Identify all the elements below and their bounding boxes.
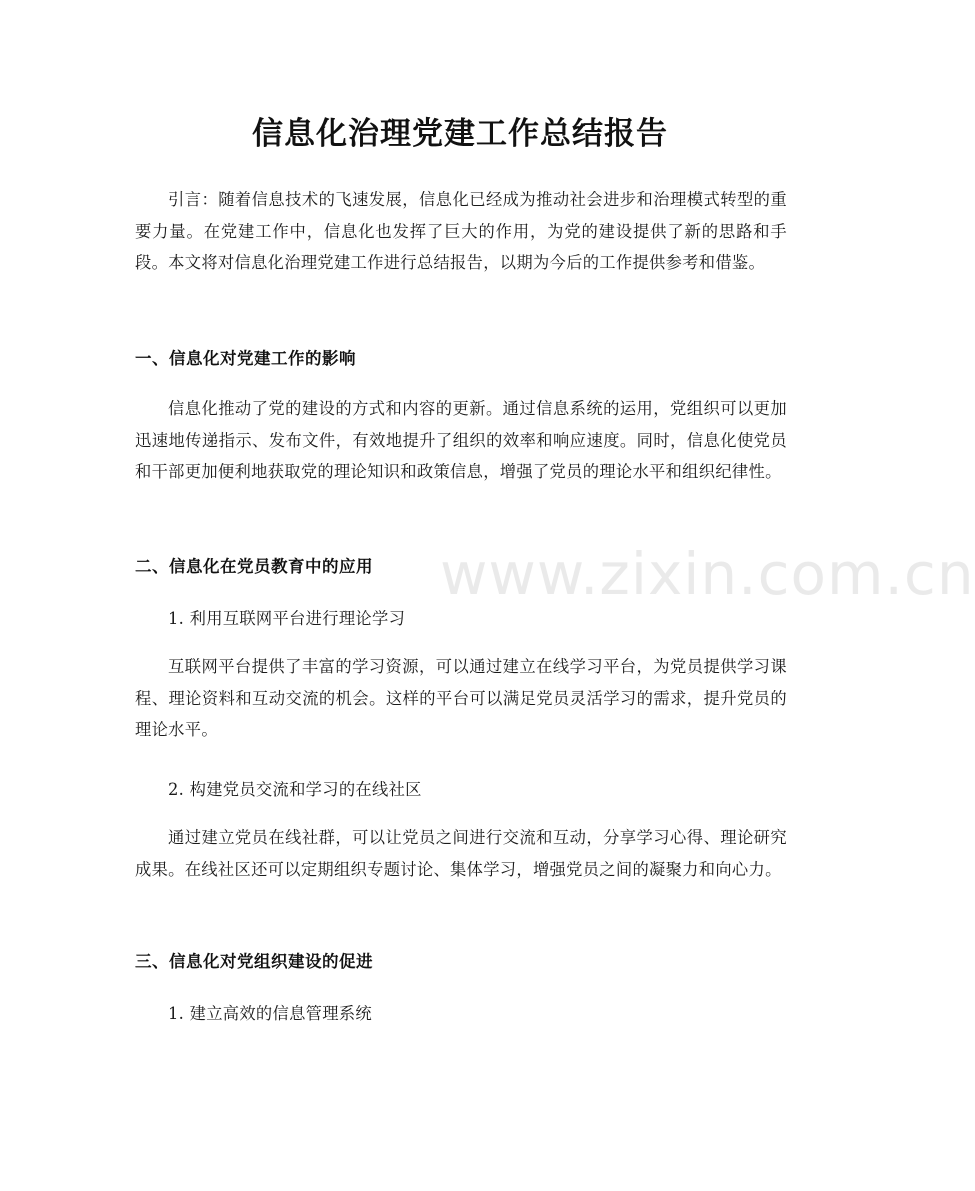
document-title: 信息化治理党建工作总结报告 bbox=[252, 116, 668, 152]
watermark: www.zixin.com.cn bbox=[440, 540, 975, 608]
section-1-paragraph: 信息化推动了党的建设的方式和内容的更新。通过信息系统的运用，党组织可以更加迅速地传递指示、发布文件，有效地提升了组织的效率和响应速度。同时，信息化使党员和干部更加便利地获取党的理论知识和政策信息，增强了党员的理论水平和组织纪律性。 bbox=[135, 399, 787, 481]
section-2-heading: 二、信息化在党员教育中的应用 bbox=[135, 557, 373, 576]
section-2-paragraph-1: 互联网平台提供了丰富的学习资源，可以通过建立在线学习平台，为党员提供学习课程、理论资料和互动交流的机会。这样的平台可以满足党员灵活学习的需求，提升党员的理论水平。 bbox=[135, 657, 787, 739]
section-2-subheading-1: 1. 利用互联网平台进行理论学习 bbox=[168, 609, 406, 628]
section-2-paragraph-2: 通过建立党员在线社群，可以让党员之间进行交流和互动，分享学习心得、理论研究成果。在线社区还可以定期组织专题讨论、集体学习，增强党员之间的凝聚力和向心力。 bbox=[135, 828, 787, 879]
section-3-heading: 三、信息化对党组织建设的促进 bbox=[135, 952, 373, 971]
intro-paragraph: 引言：随着信息技术的飞速发展，信息化已经成为推动社会进步和治理模式转型的重要力量。在党建工作中，信息化也发挥了巨大的作用，为党的建设提供了新的思路和手段。本文将对信息化治理党建工作进行总结报告，以期为今后的工作提供参考和借鉴。 bbox=[135, 190, 787, 272]
section-1-heading: 一、信息化对党建工作的影响 bbox=[135, 349, 356, 368]
section-3-subheading-1: 1. 建立高效的信息管理系统 bbox=[168, 1004, 373, 1023]
section-2-subheading-2: 2. 构建党员交流和学习的在线社区 bbox=[168, 780, 422, 799]
